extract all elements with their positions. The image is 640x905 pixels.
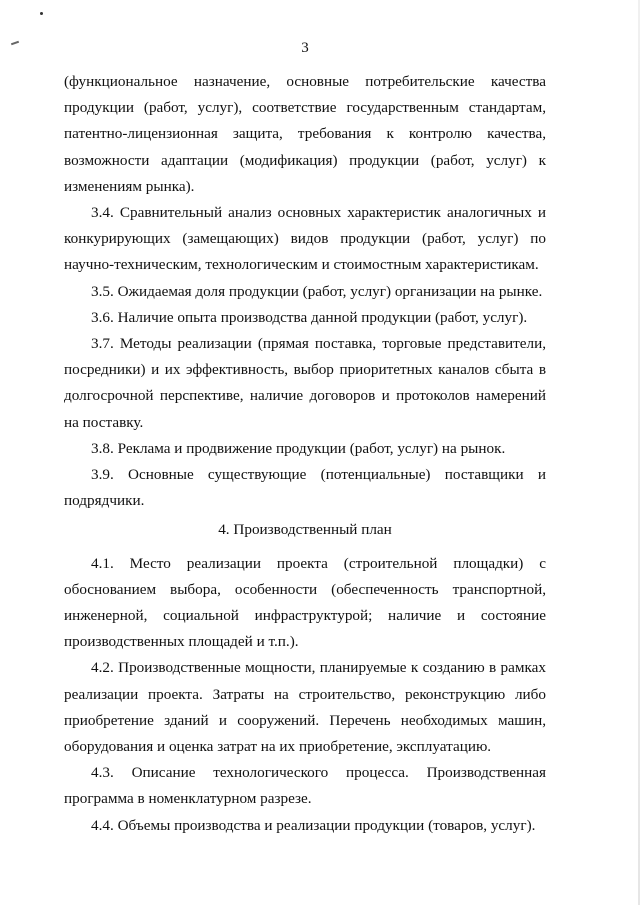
scan-mark — [40, 12, 43, 15]
paragraph-4-4: 4.4. Объемы производства и реализации продукции (товаров, услуг). — [91, 816, 536, 834]
paragraph-4-3: 4.3. Описание технологического процесса. Производственная программа в номенклатурном разрезе. — [64, 764, 546, 808]
document-body — [64, 69, 546, 839]
paragraph-3-4: 3.4. Сравнительный анализ основных характеристик аналогичных и конкурирующих (замещающих) видов продукции (работ, услуг) по научно-техническим, технологическим и стоимостным характеристикам. — [64, 204, 546, 274]
paragraph-3-8: 3.8. Реклама и продвижение продукции (работ, услуг) на рынок. — [91, 439, 506, 457]
paragraph-3-9: 3.9. Основные существующие (потенциальные) поставщики и подрядчики. — [64, 466, 546, 510]
paragraph-continuation: (функциональное назначение, основные потребительские качества продукции (работ, услуг), соответствие государственным стандартам, патентно-лицензионная защита, требования к контролю качества, возможности адаптации (модификация) продукции (работ, услуг) к изменениям рынка). — [64, 73, 546, 195]
paragraph-3-5: 3.5. Ожидаемая доля продукции (работ, услуг) организации на рынке. — [91, 282, 543, 300]
section-heading: 4. Производственный план — [218, 521, 392, 539]
paragraph-3-7: 3.7. Методы реализации (прямая поставка, торговые представители, посредники) и их эффективность, выбор приоритетных каналов сбыта в долгосрочной перспективе, наличие договоров и протоколов намерений на поставку. — [64, 335, 546, 431]
paragraph-3-6: 3.6. Наличие опыта производства данной продукции (работ, услуг). — [91, 308, 528, 326]
paragraph-4-2: 4.2. Производственные мощности, планируемые к созданию в рамках реализации проекта. Затраты на строительство, реконструкцию либо приобретение зданий и сооружений. Перечень необходимых машин, оборудования и оценка затрат на их приобретение, эксплуатацию. — [64, 659, 546, 756]
paragraph-4-1: 4.1. Место реализации проекта (строительной площадки) с обоснованием выбора, особенности (обеспеченность транспортной, инженерной, социальной инфраструктурой; наличие и состояние производственных площадей и т.п.). — [64, 554, 546, 651]
page-number: 3 — [301, 40, 309, 56]
